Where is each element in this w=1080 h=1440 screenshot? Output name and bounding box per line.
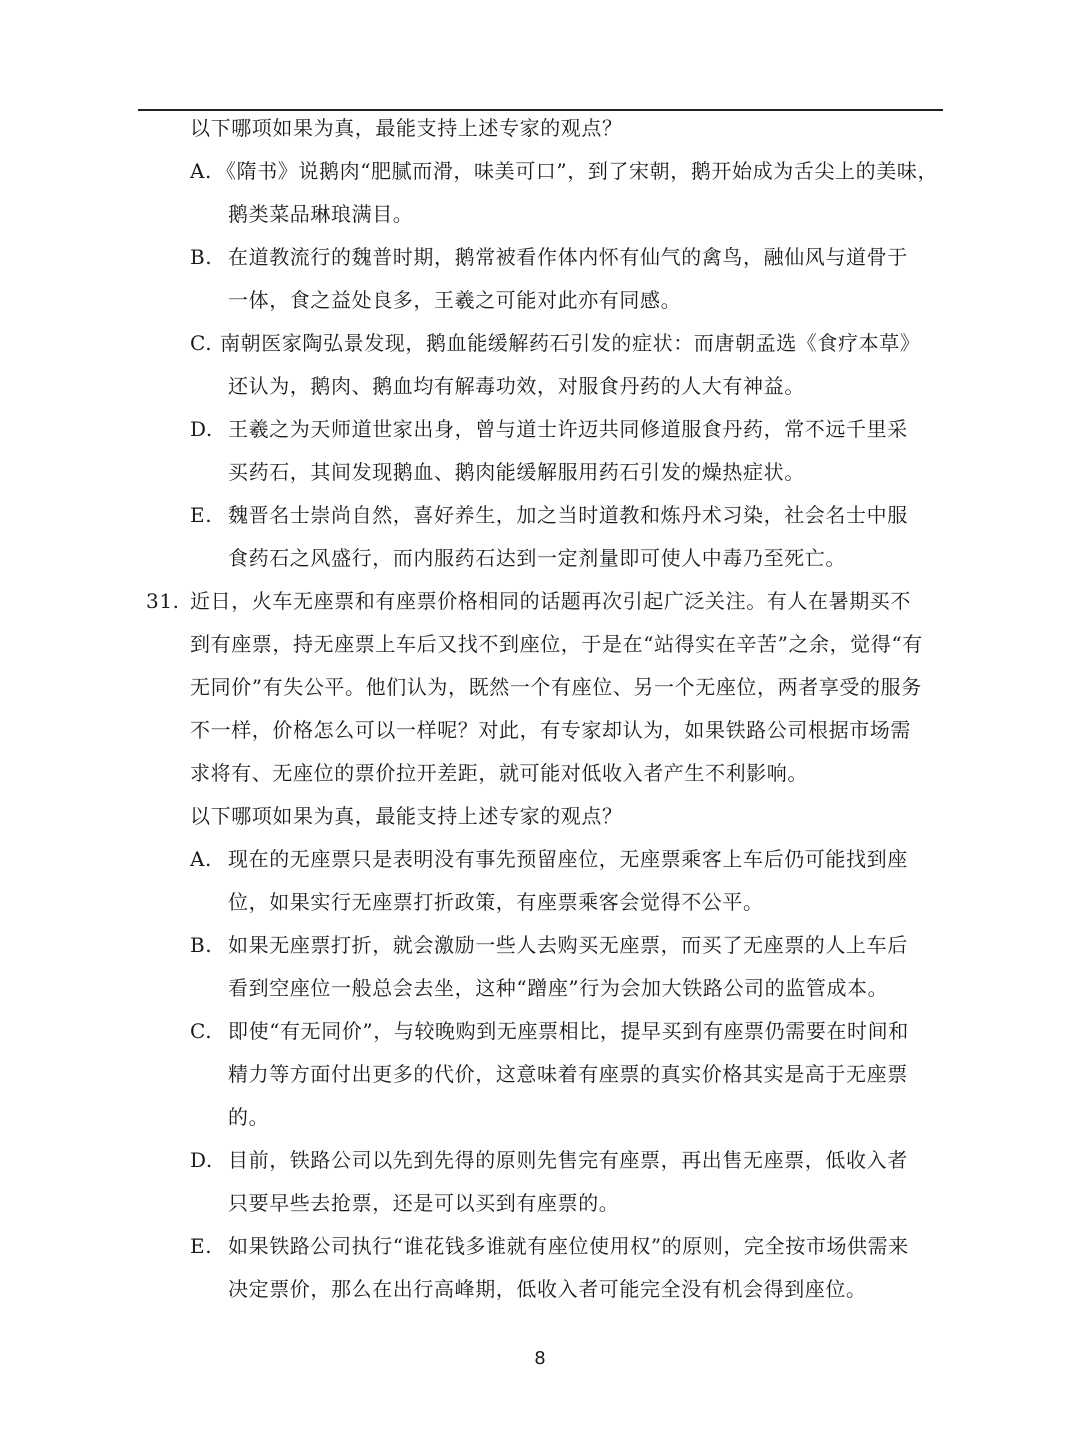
question-stem-line: 近日，火车无座票和有座票价格相同的话题再次引起广泛关注。有人在暑期买不: [190, 589, 911, 613]
question-stem-line: 求将有、无座位的票价拉开差距，就可能对低收入者产生不利影响。: [190, 761, 808, 785]
option-label: A.: [190, 847, 213, 871]
option-text-line: 一体，食之益处良多，王羲之可能对此亦有同感。: [228, 288, 682, 312]
option-text-line: 《隋书》说鹅肉“肥腻而滑，味美可口”，到了宋朝，鹅开始成为舌尖上的美味，: [216, 159, 939, 183]
page-number: 8: [534, 1348, 546, 1369]
option-text-line: 只要早些去抢票，还是可以买到有座票的。: [228, 1191, 620, 1215]
option-text-line: 看到空座位一般总会去坐，这种“蹭座”行为会加大铁路公司的监管成本。: [228, 976, 889, 1000]
option-text-line: 的。: [228, 1105, 270, 1129]
option-text-line: 买药石，其间发现鹅血、鹅肉能缓解服用药石引发的燥热症状。: [228, 460, 805, 484]
question-prompt: 以下哪项如果为真，最能支持上述专家的观点？: [190, 804, 623, 828]
option-text-line: 鹅类菜品琳琅满目。: [228, 202, 414, 226]
option-label: B.: [190, 933, 213, 957]
option-label: D.: [190, 1148, 213, 1172]
option-text-line: 现在的无座票只是表明没有事先预留座位，无座票乘客上车后仍可能找到座: [228, 847, 908, 871]
question-stem-line: 不一样，价格怎么可以一样呢？对此，有专家却认为，如果铁路公司根据市场需: [190, 718, 911, 742]
option-text-line: 如果无座票打折，就会激励一些人去购买无座票，而买了无座票的人上车后: [228, 933, 908, 957]
option-text-line: 决定票价，那么在出行高峰期，低收入者可能完全没有机会得到座位。: [228, 1277, 867, 1301]
option-label: E.: [190, 503, 213, 527]
question-stem-line: 到有座票，持无座票上车后又找不到座位，于是在“站得实在辛苦”之余，觉得“有: [190, 632, 923, 656]
option-label: C.: [190, 1019, 213, 1043]
option-text-line: 王羲之为天师道世家出身，曾与道士许迈共同修道服食丹药，常不远千里采: [228, 417, 908, 441]
option-text-line: 精力等方面付出更多的代价，这意味着有座票的真实价格其实是高于无座票: [228, 1062, 908, 1086]
question-prompt: 以下哪项如果为真，最能支持上述专家的观点？: [190, 116, 623, 140]
option-text-line: 南朝医家陶弘景发现，鹅血能缓解药石引发的症状：而唐朝孟选《食疗本草》: [220, 331, 921, 355]
option-text-line: 还认为，鹅肉、鹅血均有解毒功效，对服食丹药的人大有神益。: [228, 374, 805, 398]
option-label: A.: [190, 159, 213, 183]
question-number: 31.: [146, 589, 180, 613]
option-label: E.: [190, 1234, 213, 1258]
option-label: C.: [190, 331, 213, 355]
option-text-line: 食药石之风盛行，而内服药石达到一定剂量即可使人中毒乃至死亡。: [228, 546, 846, 570]
option-label: B.: [190, 245, 213, 269]
option-text-line: 在道教流行的魏普时期，鹅常被看作体内怀有仙气的禽鸟，融仙风与道骨于: [228, 245, 908, 269]
option-text-line: 如果铁路公司执行“谁花钱多谁就有座位使用权”的原则，完全按市场供需来: [228, 1234, 909, 1258]
option-label: D.: [190, 417, 213, 441]
option-text-line: 目前，铁路公司以先到先得的原则先售完有座票，再出售无座票，低收入者: [228, 1148, 908, 1172]
option-text-line: 即使“有无同价”，与较晚购到无座票相比，提早买到有座票仍需要在时间和: [228, 1019, 909, 1043]
option-text-line: 魏晋名士崇尚自然，喜好养生，加之当时道教和炼丹术习染，社会名士中服: [228, 503, 908, 527]
option-text-line: 位，如果实行无座票打折政策，有座票乘客会觉得不公平。: [228, 890, 764, 914]
question-stem-line: 无同价”有失公平。他们认为，既然一个有座位、另一个无座位，两者享受的服务: [190, 675, 922, 699]
